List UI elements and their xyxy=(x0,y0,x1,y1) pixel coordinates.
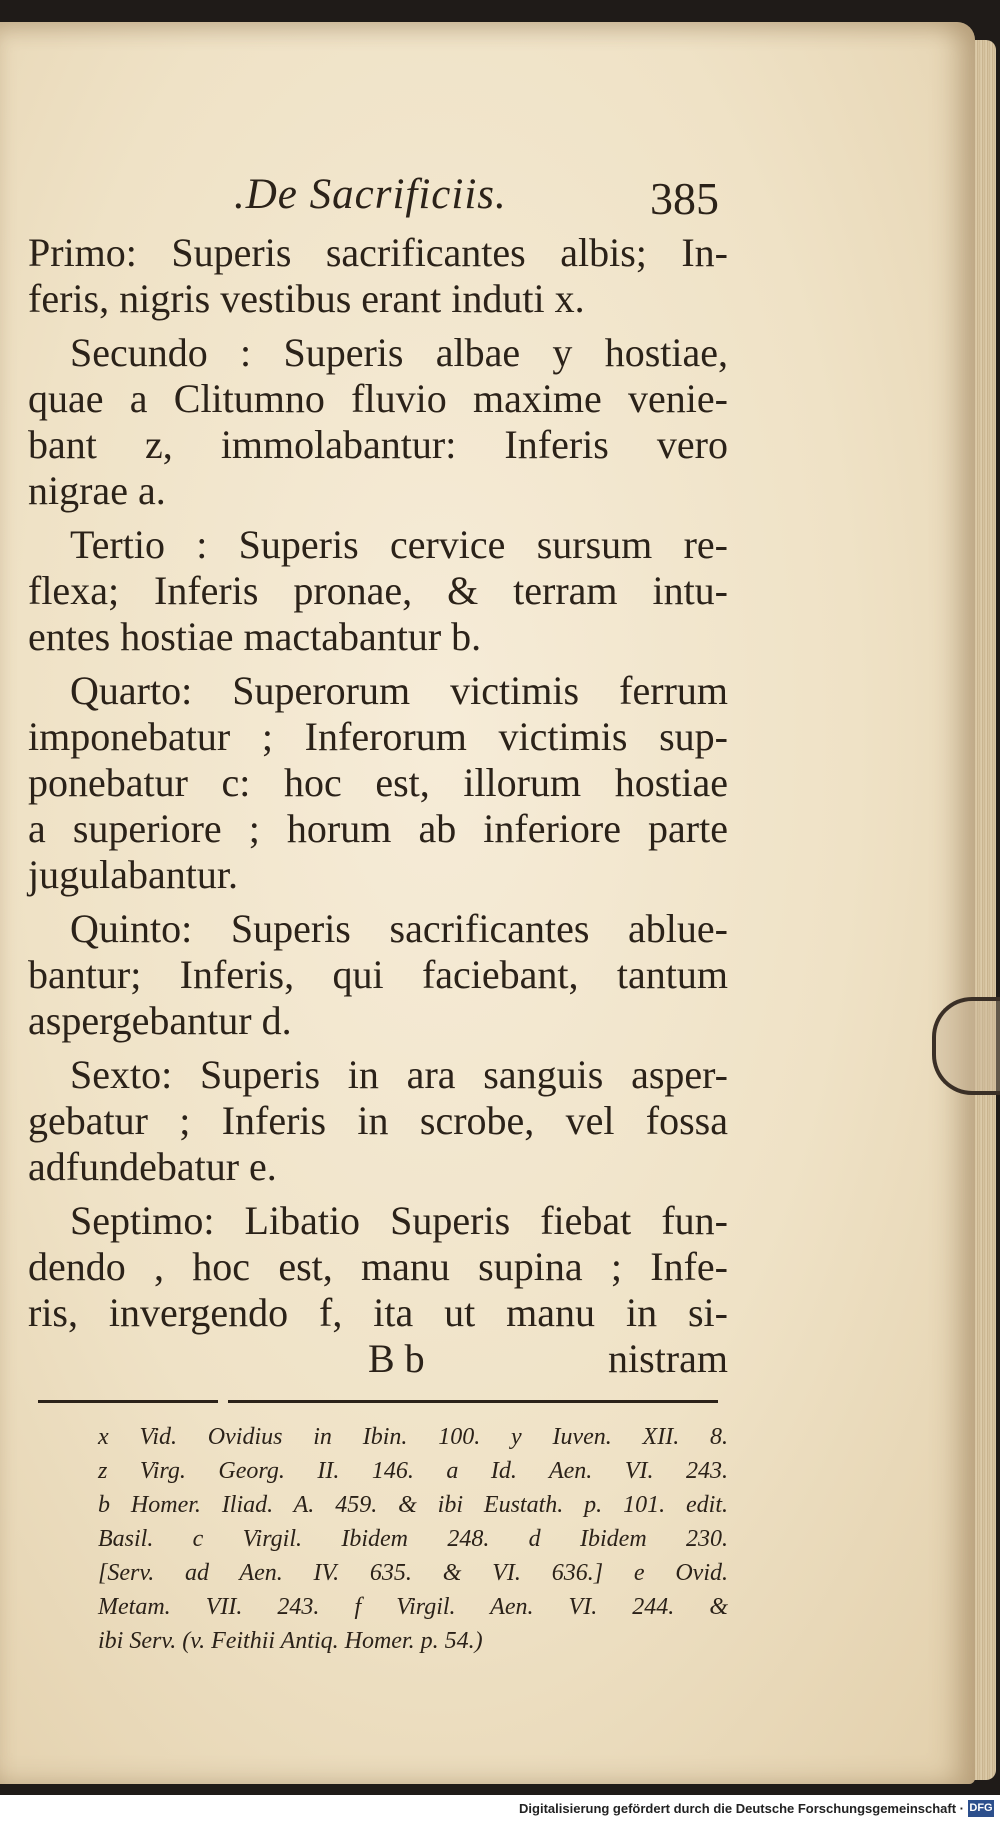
footnote-line: Basil. c Virgil. Ibidem 248. d Ibidem 230. xyxy=(98,1526,728,1552)
catchword: nistram xyxy=(608,1336,728,1381)
footnote-line: z Virg. Georg. II. 146. a Id. Aen. VI. 243. xyxy=(98,1458,728,1484)
text-line: Primo: Superis sacrificantes albis; In- xyxy=(28,230,728,275)
text-line: gebatur ; Inferis in scrobe, vel fossa xyxy=(28,1098,728,1143)
page-number: 385 xyxy=(650,173,719,224)
text-line: quae a Clitumno fluvio maxime venie- xyxy=(28,376,728,421)
text-line: Quinto: Superis sacrificantes ablue- xyxy=(70,906,728,951)
text-line: entes hostiae mactabantur b. xyxy=(28,614,482,659)
text-line: jugulabantur. xyxy=(28,852,238,897)
text-line: ponebatur c: hoc est, illorum hostiae xyxy=(28,760,728,805)
footnote-line: x Vid. Ovidius in Ibin. 100. y Iuven. XII. 8. xyxy=(98,1424,728,1450)
text-line: bantur; Inferis, qui faciebant, tantum xyxy=(28,952,728,997)
text-line: bant z, immolabantur: Inferis vero xyxy=(28,422,728,467)
text-line: Sexto: Superis in ara sanguis asper- xyxy=(70,1052,728,1097)
footnote-line: ibi Serv. (v. Feithii Antiq. Homer. p. 54.) xyxy=(98,1628,483,1654)
footnote-line: Metam. VII. 243. f Virgil. Aen. VI. 244. & xyxy=(98,1594,728,1620)
text-line: dendo , hoc est, manu supina ; Infe- xyxy=(28,1244,728,1289)
text-line: Quarto: Superorum victimis ferrum xyxy=(70,668,728,713)
footnote-rule-gap xyxy=(218,1398,228,1405)
text-line: imponebatur ; Inferorum victimis sup- xyxy=(28,714,728,759)
text-line: a superiore ; horum ab inferiore parte xyxy=(28,806,728,851)
footnote-line: [Serv. ad Aen. IV. 635. & VI. 636.] e Ovid. xyxy=(98,1560,728,1586)
signature-mark: B b xyxy=(368,1336,425,1381)
text-line: adfundebatur e. xyxy=(28,1144,277,1189)
text-line: Secundo : Superis albae y hostiae, xyxy=(70,330,728,375)
digitization-note: Digitalisierung gefördert durch die Deutsche Forschungsgemeinschaft · xyxy=(519,1801,964,1816)
text-line: ris, invergendo f, ita ut manu in si- xyxy=(28,1290,728,1335)
footnote-line: b Homer. Iliad. A. 459. & ibi Eustath. p. 101. edit. xyxy=(98,1492,728,1518)
text-line: Septimo: Libatio Superis fiebat fun- xyxy=(70,1198,728,1243)
text-line: flexa; Inferis pronae, & terram intu- xyxy=(28,568,728,613)
digitization-footer xyxy=(0,1795,1000,1823)
footnote-rule xyxy=(38,1400,718,1403)
text-line: Tertio : Superis cervice sursum re- xyxy=(70,522,728,567)
running-head: .De Sacrificiis. xyxy=(234,171,507,218)
text-line: feris, nigris vestibus erant induti x. xyxy=(28,276,585,321)
book-page xyxy=(0,22,975,1784)
text-line: aspergebantur d. xyxy=(28,998,292,1043)
text-line: nigrae a. xyxy=(28,468,166,513)
bookmark-tab-ring xyxy=(932,997,1000,1095)
dfg-logo-icon: DFG xyxy=(968,1800,994,1817)
